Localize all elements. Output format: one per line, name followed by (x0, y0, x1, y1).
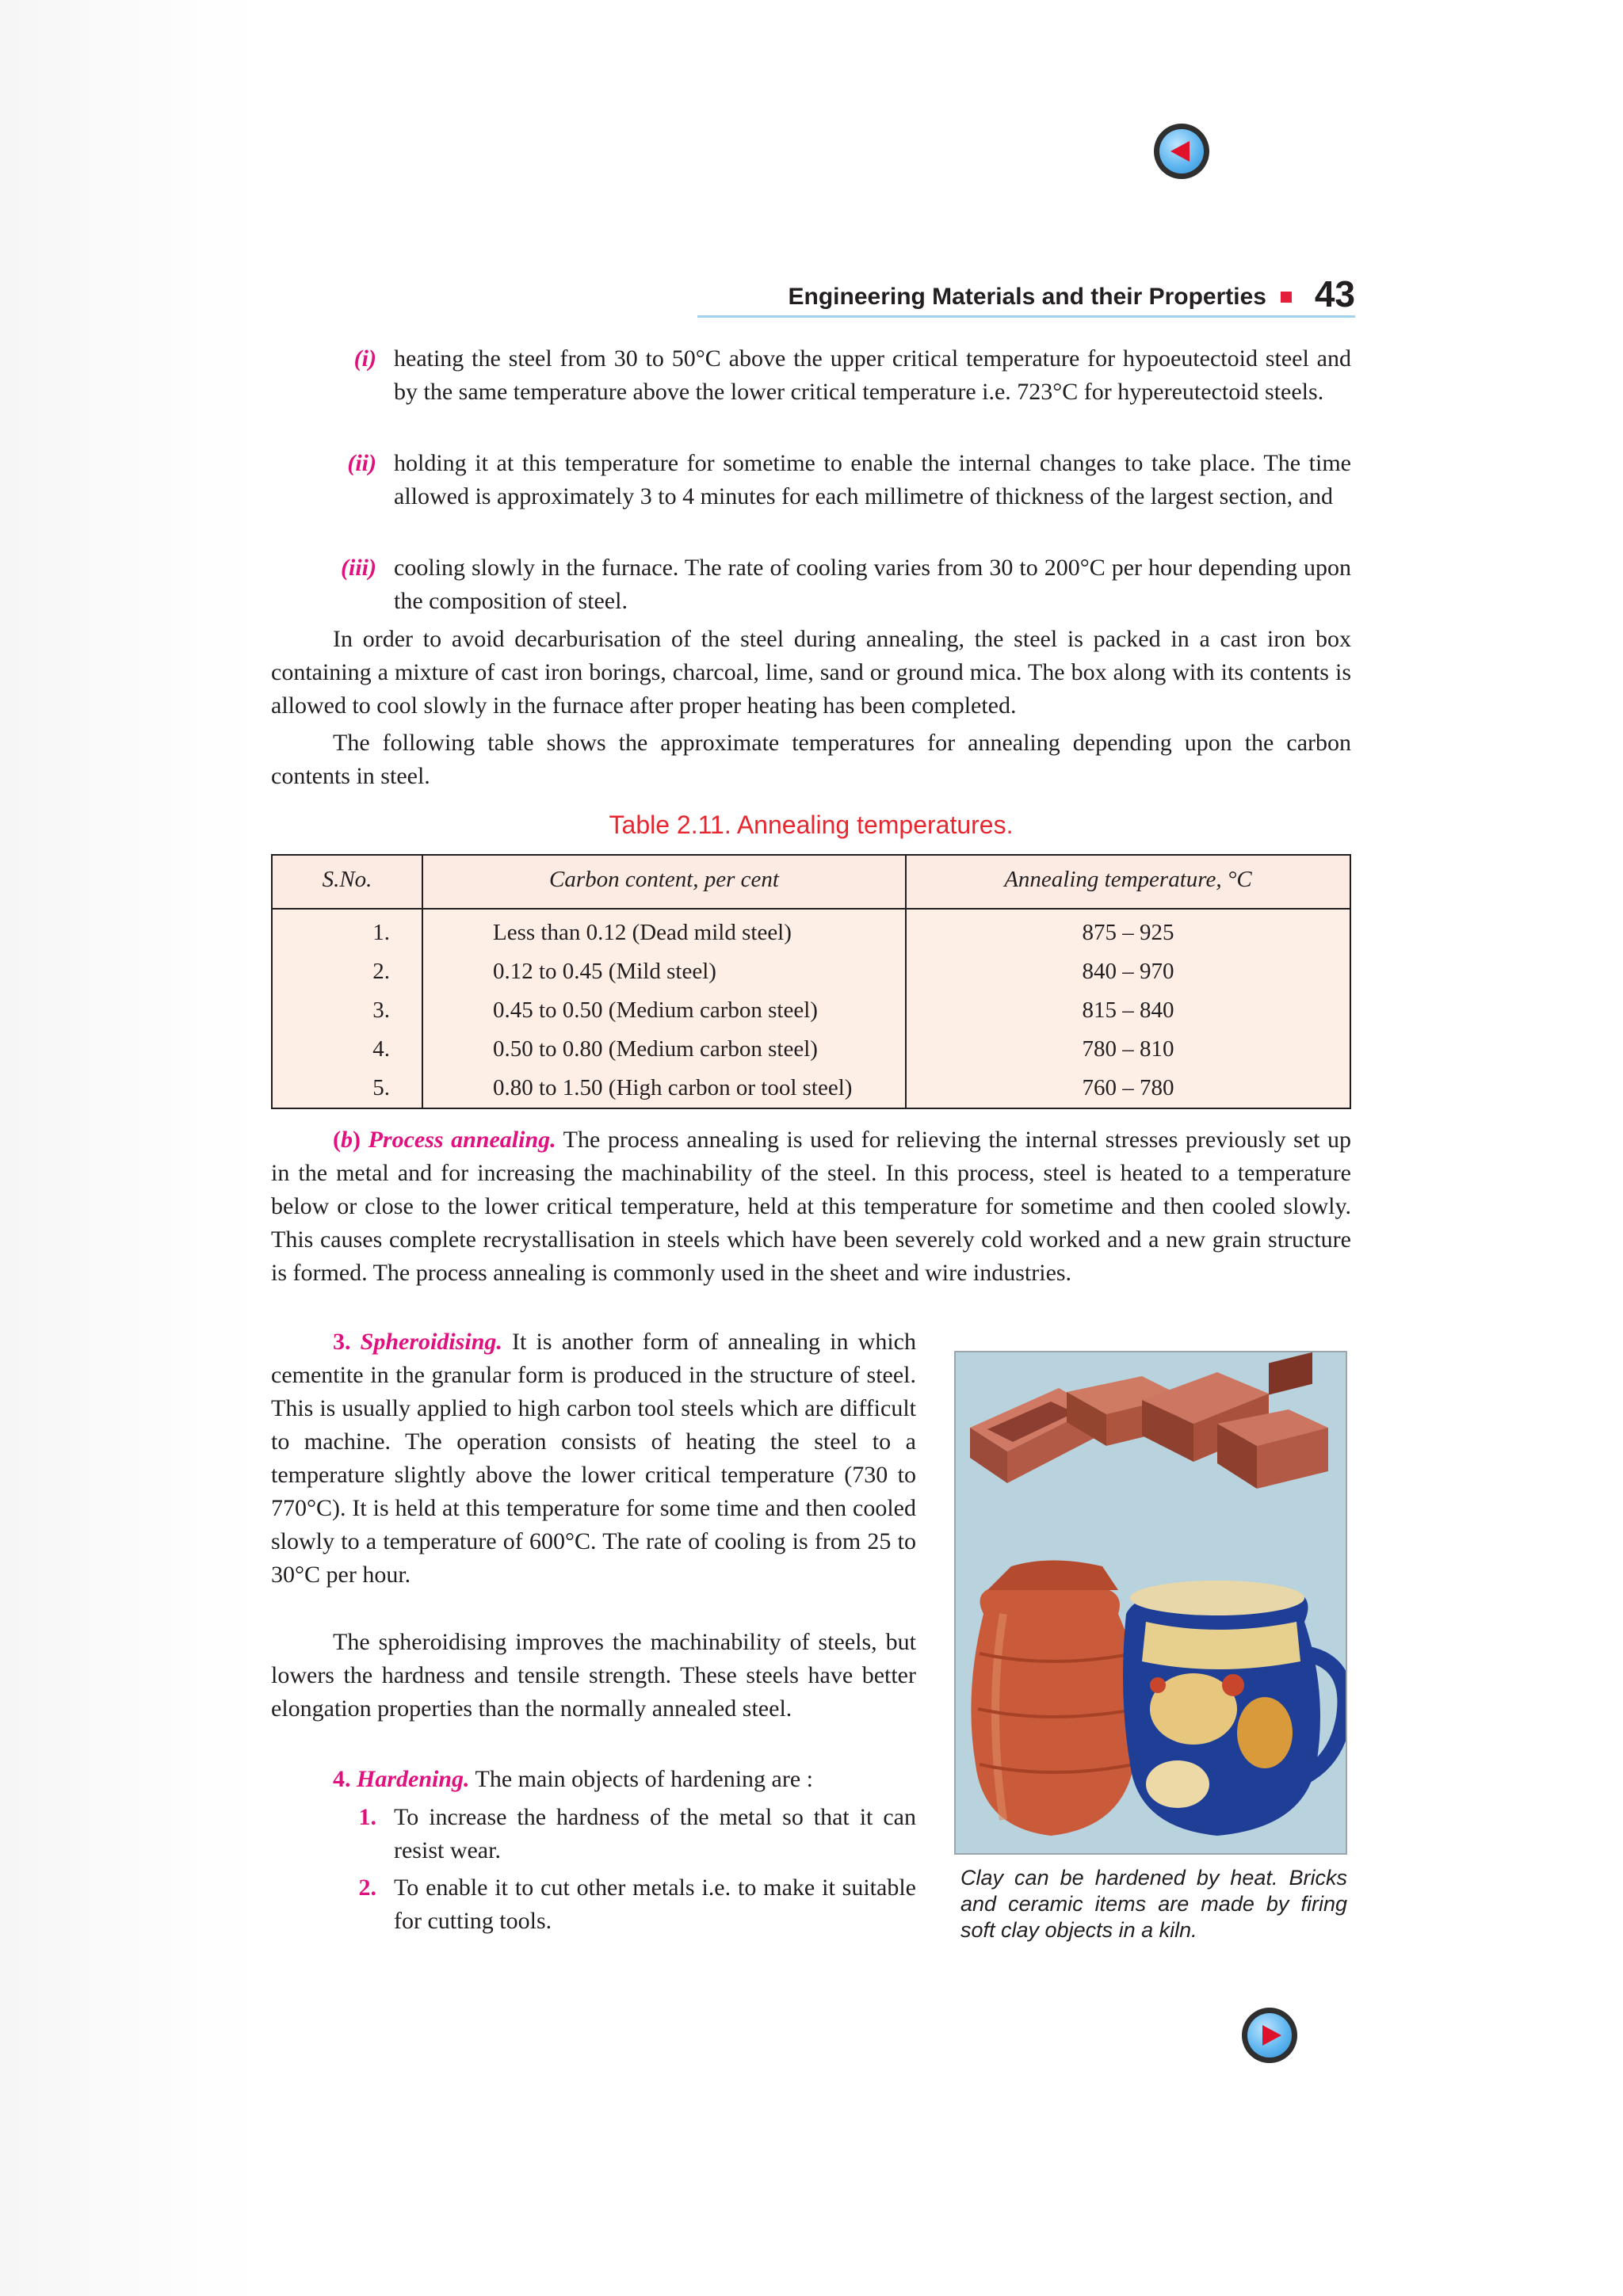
table-cell-temperature: 840 – 970 (1082, 959, 1174, 984)
objective-number: 1. (358, 1804, 376, 1830)
step-label: (iii) (341, 555, 376, 581)
section-body: It is another form of annealing in which cementite in the granular form is produced in the structure of steel. This is usually applied to high carbon tool steels which are difficult to machine. The operation consists of heating the steel to a temperature slightly above the lower critical temperature (730 to 770°C). It is held at this temperature for some time and then cooled slowly to a temperature of 600°C. The rate of cooling is from 25 to 30°C per hour. (271, 1329, 916, 1588)
table-cell-sno: 3. (372, 997, 390, 1023)
table-caption: Table 2.11. Annealing temperatures. (609, 810, 1014, 839)
step-text: cooling slowly in the furnace. The rate of cooling varies from 30 to 200°C per hour depending upon the composition of steel. (394, 555, 1351, 614)
section-body: The main objects of hardening are : (469, 1766, 813, 1792)
table-intro-paragraph: The following table shows the approximate temperatures for annealing depending upon the carbon contents in steel. (271, 730, 1351, 789)
table-cell-temperature: 815 – 840 (1082, 997, 1174, 1023)
table-cell-temperature: 780 – 810 (1082, 1036, 1174, 1062)
section-heading: Spheroidising. (360, 1329, 502, 1355)
step-text: heating the steel from 30 to 50°C above the upper critical temperature for hypoeutectoid steel and by the same temperature above the lower critical temperature i.e. 723°C for hypereutectoid steels. (394, 345, 1351, 405)
table-cell-sno: 5. (372, 1075, 390, 1100)
table-cell-sno: 2. (372, 959, 390, 984)
table-header-sno: S.No. (322, 867, 372, 892)
table-cell-sno: 4. (372, 1036, 390, 1062)
table-cell-carbon: 0.45 to 0.50 (Medium carbon steel) (493, 997, 818, 1023)
hardening-paragraph (271, 1763, 916, 1796)
table-header-temperature: Annealing temperature, °C (1004, 867, 1252, 892)
clay-pottery-image (954, 1351, 1347, 1855)
decarburisation-paragraph: In order to avoid decarburisation of the steel during annealing, the steel is packed in a cast iron box containing a mixture of cast iron borings, charcoal, lime, sand or ground mica. The box along with its contents is allowed to cool slowly in the furnace after proper heating has been completed. (271, 626, 1351, 719)
table-cell-carbon: 0.80 to 1.50 (High carbon or tool steel) (493, 1075, 853, 1100)
page-margin-shade (0, 0, 262, 2296)
right-arrow-icon (1247, 2013, 1292, 2058)
figure-caption: Clay can be hardened by heat. Bricks and ceramic items are made by firing soft clay objects in a kiln. (960, 1866, 1347, 1942)
process-annealing-paragraph (271, 1123, 1351, 1290)
table-cell-temperature: 875 – 925 (1082, 920, 1174, 945)
section-heading: Hardening. (357, 1766, 470, 1792)
page-number: 43 (1314, 273, 1355, 315)
terracotta-jug-icon (971, 1561, 1139, 1836)
spheroidising-effects-paragraph: The spheroidising improves the machinability of steels, but lowers the hardness and tensile strength. These steels have better elongation properties than the normally annealed steel. (271, 1629, 916, 1722)
list-item (341, 551, 1351, 618)
table-cell-sno: 1. (372, 920, 390, 945)
section-body: The process annealing is used for relieving the internal stresses previously set up in the metal and for increasing the machinability of the steel. In this process, steel is heated to a temperature below or close to the lower critical temperature, held at this temperature for sometime and then cooled slowly. This causes complete recrystallisation in steels which have been severely cold worked and a new grain structure is formed. The process annealing is commonly used in the sheet and wire industries. (271, 1127, 1352, 1286)
section-letter: b (341, 1127, 353, 1153)
annealing-table (271, 854, 1351, 1109)
section-heading: Process annealing. (368, 1127, 556, 1153)
header-square-bullet (1281, 292, 1292, 303)
objective-text: To enable it to cut other metals i.e. to make it suitable for cutting tools. (394, 1875, 916, 1934)
spheroidising-paragraph (271, 1325, 916, 1592)
step-label: (ii) (347, 450, 376, 476)
list-item (358, 1871, 916, 1938)
step-text: holding it at this temperature for sometime to enable the internal changes to take place. The time allowed is approximately 3 to 4 minutes for each millimetre of thickness of the largest section, and (394, 450, 1351, 509)
list-item (353, 342, 1351, 409)
table-cell-temperature: 760 – 780 (1082, 1075, 1174, 1100)
column-divider (422, 856, 423, 1108)
section-paren-open: ( (333, 1127, 341, 1153)
section-paren-close: ) (353, 1127, 361, 1153)
running-header (697, 273, 1355, 318)
objective-text: To increase the hardness of the metal so that it can resist wear. (394, 1804, 916, 1863)
section-number: 4. (333, 1766, 351, 1792)
table-cell-carbon: 0.50 to 0.80 (Medium carbon steel) (493, 1036, 818, 1062)
section-number: 3. (333, 1329, 351, 1355)
table-cell-carbon: Less than 0.12 (Dead mild steel) (493, 920, 792, 945)
table-cell-carbon: 0.12 to 0.45 (Mild steel) (493, 959, 716, 984)
chapter-title: Engineering Materials and their Properties (788, 284, 1266, 310)
previous-page-button[interactable] (1154, 124, 1209, 179)
step-label: (i) (353, 345, 376, 372)
list-item (347, 447, 1351, 513)
table-header-carbon: Carbon content, per cent (549, 867, 779, 892)
left-arrow-icon (1159, 129, 1204, 174)
objective-number: 2. (358, 1875, 376, 1901)
bricks-and-jugs-illustration (956, 1352, 1347, 1855)
next-page-button[interactable] (1242, 2008, 1297, 2063)
list-item (358, 1801, 916, 1867)
